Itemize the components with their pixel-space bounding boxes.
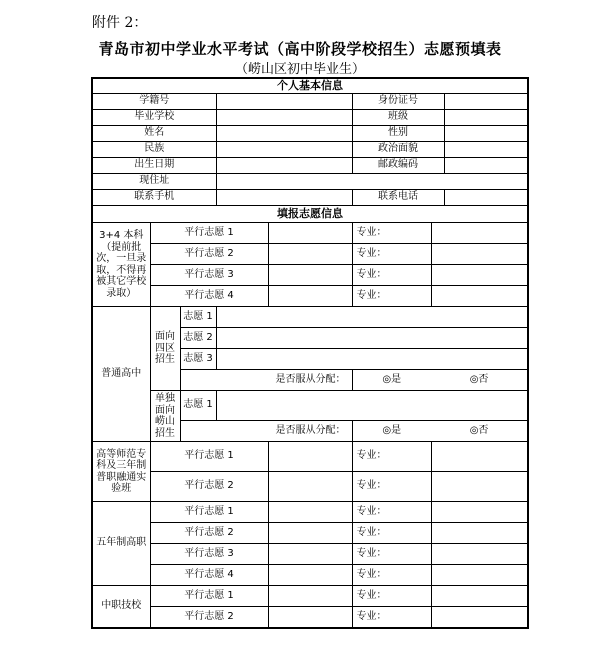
class-label: 班级 <box>352 110 444 126</box>
subcategory-laoshan-only: 单独面向崂山招生 <box>150 391 180 442</box>
name-label: 姓名 <box>92 126 216 142</box>
postal-code-field[interactable] <box>444 158 528 174</box>
obey-no-option[interactable]: ◎否 <box>431 370 528 391</box>
ethnicity-label: 民族 <box>92 142 216 158</box>
school-choice-field[interactable] <box>268 472 352 502</box>
wish-item-label: 志愿 1 <box>180 391 216 421</box>
major-field[interactable] <box>431 286 528 307</box>
major-field[interactable] <box>431 544 528 565</box>
category-normal-college: 高等师范专科及三年制普职融通实验班 <box>92 442 150 502</box>
student-id-label: 学籍号 <box>92 94 216 110</box>
major-field[interactable] <box>431 244 528 265</box>
parallel-wish-label: 平行志愿 2 <box>150 607 268 629</box>
parallel-wish-label: 平行志愿 1 <box>150 223 268 244</box>
school-choice-field[interactable] <box>268 442 352 472</box>
major-field[interactable] <box>431 523 528 544</box>
major-label: 专业： <box>352 544 431 565</box>
school-choice-field[interactable] <box>268 223 352 244</box>
school-choice-field[interactable] <box>268 523 352 544</box>
major-label: 专业： <box>352 244 431 265</box>
postal-code-label: 邮政编码 <box>352 158 444 174</box>
personal-info-header: 个人基本信息 <box>92 78 528 94</box>
obey-no-option[interactable]: ◎否 <box>431 421 528 442</box>
major-field[interactable] <box>431 607 528 629</box>
school-choice-field[interactable] <box>268 265 352 286</box>
parallel-wish-label: 平行志愿 1 <box>150 502 268 523</box>
major-field[interactable] <box>431 586 528 607</box>
address-field[interactable] <box>216 174 528 190</box>
parallel-wish-label: 平行志愿 4 <box>150 565 268 586</box>
school-choice-field[interactable] <box>268 502 352 523</box>
political-status-label: 政治面貌 <box>352 142 444 158</box>
wish-item-field[interactable] <box>216 391 528 421</box>
phone-label: 联系电话 <box>352 190 444 206</box>
id-number-label: 身份证号 <box>352 94 444 110</box>
phone-field[interactable] <box>444 190 528 206</box>
school-label: 毕业学校 <box>92 110 216 126</box>
school-choice-field[interactable] <box>268 586 352 607</box>
parallel-wish-label: 平行志愿 2 <box>150 244 268 265</box>
major-field[interactable] <box>431 223 528 244</box>
category-3plus4: 3+4 本科（提前批次，一旦录取，不得再被其它学校录取） <box>92 223 150 307</box>
major-label: 专业： <box>352 286 431 307</box>
parallel-wish-label: 平行志愿 4 <box>150 286 268 307</box>
major-field[interactable] <box>431 502 528 523</box>
mobile-field[interactable] <box>216 190 352 206</box>
class-field[interactable] <box>444 110 528 126</box>
major-label: 专业： <box>352 565 431 586</box>
school-field[interactable] <box>216 110 352 126</box>
parallel-wish-label: 平行志愿 2 <box>150 523 268 544</box>
school-choice-field[interactable] <box>268 244 352 265</box>
wish-item-label: 志愿 2 <box>180 328 216 349</box>
student-id-field[interactable] <box>216 94 352 110</box>
mobile-label: 联系手机 <box>92 190 216 206</box>
obey-yes-option[interactable]: ◎是 <box>352 370 431 391</box>
parallel-wish-label: 平行志愿 1 <box>150 586 268 607</box>
major-label: 专业： <box>352 586 431 607</box>
major-label: 专业： <box>352 472 431 502</box>
wish-info-header: 填报志愿信息 <box>92 206 528 223</box>
wish-item-label: 志愿 3 <box>180 349 216 370</box>
major-label: 专业： <box>352 265 431 286</box>
political-status-field[interactable] <box>444 142 528 158</box>
parallel-wish-label: 平行志愿 3 <box>150 544 268 565</box>
birth-date-field[interactable] <box>216 158 352 174</box>
wish-item-field[interactable] <box>216 307 528 328</box>
major-field[interactable] <box>431 472 528 502</box>
major-field[interactable] <box>431 442 528 472</box>
wish-item-field[interactable] <box>216 328 528 349</box>
wish-item-label: 志愿 1 <box>180 307 216 328</box>
id-number-field[interactable] <box>444 94 528 110</box>
category-five-year-vocational: 五年制高职 <box>92 502 150 586</box>
major-field[interactable] <box>431 265 528 286</box>
parallel-wish-label: 平行志愿 3 <box>150 265 268 286</box>
ethnicity-field[interactable] <box>216 142 352 158</box>
subcategory-four-district: 面向四区招生 <box>150 307 180 391</box>
category-vocational-school: 中职技校 <box>92 586 150 629</box>
gender-field[interactable] <box>444 126 528 142</box>
school-choice-field[interactable] <box>268 544 352 565</box>
wish-form-table <box>91 77 529 629</box>
obey-yes-option[interactable]: ◎是 <box>352 421 431 442</box>
birth-date-label: 出生日期 <box>92 158 216 174</box>
address-label: 现住址 <box>92 174 216 190</box>
form-title: 青岛市初中学业水平考试（高中阶段学校招生）志愿预填表 <box>98 40 502 58</box>
parallel-wish-label: 平行志愿 2 <box>150 472 268 502</box>
gender-label: 性别 <box>352 126 444 142</box>
name-field[interactable] <box>216 126 352 142</box>
parallel-wish-label: 平行志愿 1 <box>150 442 268 472</box>
school-choice-field[interactable] <box>268 286 352 307</box>
wish-item-field[interactable] <box>216 349 528 370</box>
major-label: 专业： <box>352 442 431 472</box>
major-label: 专业： <box>352 523 431 544</box>
major-field[interactable] <box>431 565 528 586</box>
obey-allocation-label: 是否服从分配： <box>180 421 352 442</box>
major-label: 专业： <box>352 502 431 523</box>
category-general-high-school: 普通高中 <box>92 307 150 442</box>
major-label: 专业： <box>352 223 431 244</box>
major-label: 专业： <box>352 607 431 629</box>
attachment-label: 附件 2： <box>92 15 148 31</box>
school-choice-field[interactable] <box>268 565 352 586</box>
school-choice-field[interactable] <box>268 607 352 629</box>
obey-allocation-label: 是否服从分配： <box>180 370 352 391</box>
form-subtitle: （崂山区初中毕业生） <box>234 62 365 77</box>
